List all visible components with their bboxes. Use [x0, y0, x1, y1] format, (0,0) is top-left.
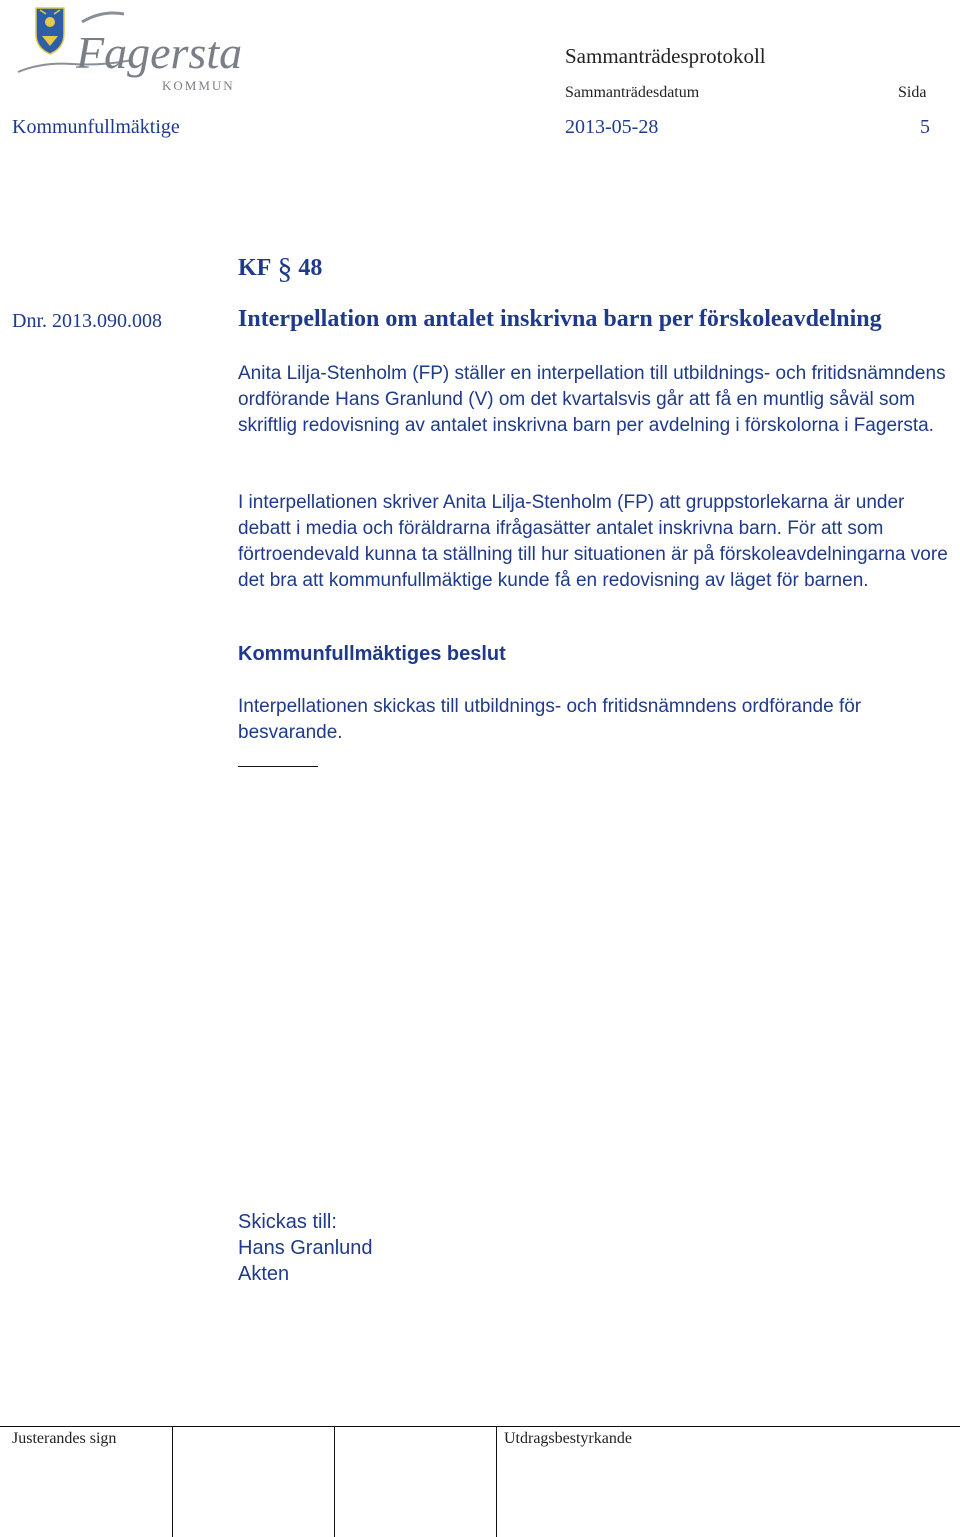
protocol-title: Sammanträdesprotokoll — [565, 44, 766, 68]
decision-text: Interpellationen skickas till utbildnings- och fritidsnämndens ordförande för besvarande. — [238, 696, 862, 743]
footer-divider — [496, 1427, 497, 1537]
logo-subtitle: KOMMUN — [162, 78, 235, 93]
footer-divider — [334, 1427, 335, 1537]
section-number — [238, 252, 322, 286]
meeting-date-label: Sammanträdesdatum — [565, 84, 700, 101]
certification-label: Utdragsbestyrkande — [504, 1430, 632, 1447]
meeting-date: 2013-05-28 — [565, 116, 659, 138]
body-name: Kommunfullmäktige — [12, 116, 180, 138]
logo-wordmark: Fagersta — [76, 27, 242, 78]
footer-divider — [172, 1427, 173, 1537]
decision-heading: Kommunfullmäktiges beslut — [238, 643, 506, 665]
send-to-block — [238, 1209, 373, 1287]
document-title: Interpellation om antalet inskrivna barn per förskoleavdelning — [238, 306, 882, 332]
body-paragraph-2: I interpellationen skriver Anita Lilja-Stenholm (FP) att gruppstorlekarna är under debatt i media och föräldrarna ifrågasätter antalet inskrivna barn. För att som förtroendevald kunna ta ställning till hur situationen är på förskoleavdelningarna vore det bra att kommunfullmäktige kunde få en redovisning av läget för barnen. — [238, 492, 948, 591]
signature-label: Justerandes sign — [12, 1430, 117, 1447]
signature-footer — [0, 1426, 960, 1537]
diary-number: Dnr. 2013.090.008 — [12, 310, 162, 332]
body-paragraph-1: Anita Lilja-Stenholm (FP) ställer en interpellation till utbildnings- och fritidsnämndens ordförande Hans Granlund (V) om det kvartalsvis går att få en muntlig såväl som skriftlig redovisning av antalet inskrivna barn per avdelning i förskolorna i Fagersta. — [238, 363, 946, 436]
section-prefix: KF — [238, 255, 272, 281]
coat-of-arms-icon — [36, 8, 64, 54]
fagersta-kommun-logo — [12, 4, 242, 96]
paragraph-symbol: § — [277, 252, 293, 285]
section-number-value: 48 — [298, 255, 323, 281]
send-to-recipient: Hans Granlund — [238, 1237, 373, 1259]
page-number: 5 — [920, 116, 930, 138]
end-rule — [238, 766, 318, 767]
send-to-label: Skickas till: — [238, 1211, 337, 1233]
page-label: Sida — [898, 84, 927, 101]
send-to-recipient: Akten — [238, 1263, 290, 1285]
